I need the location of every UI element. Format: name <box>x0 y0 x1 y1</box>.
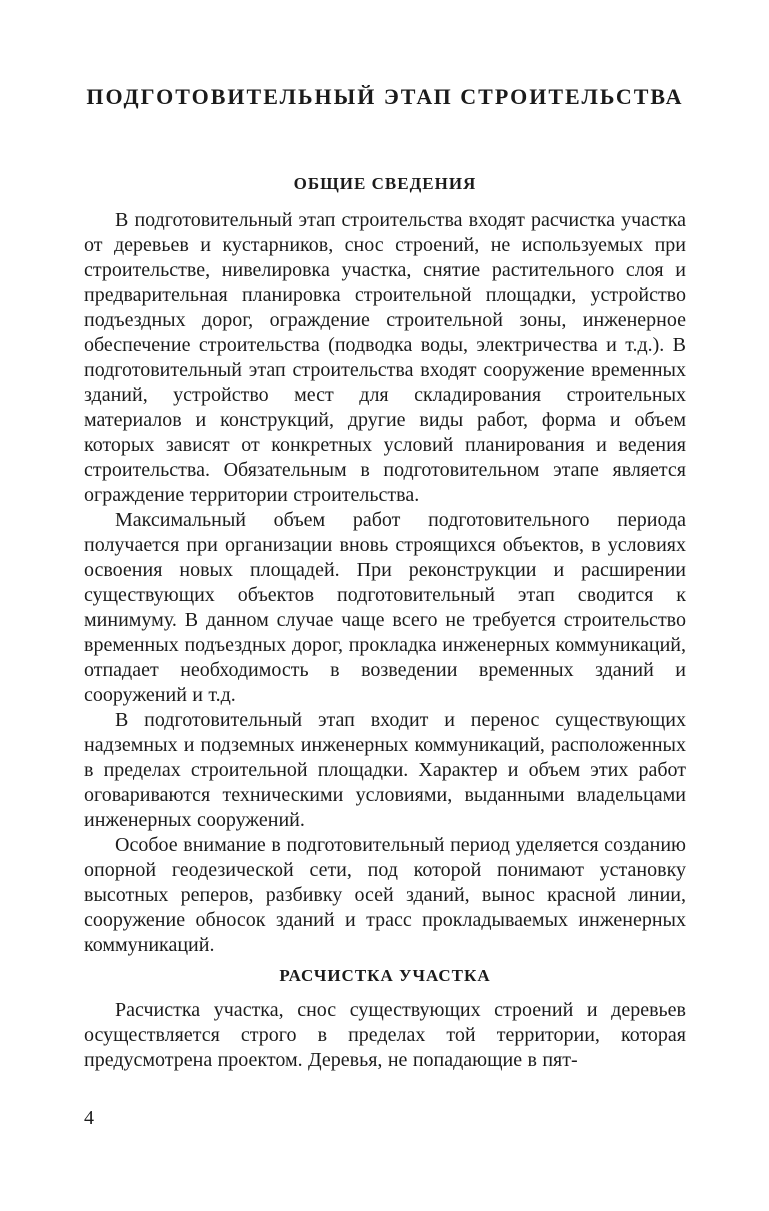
paragraph-site-clearing: Расчистка участка, снос существующих строений и деревьев осуществляется строго в пределах той территории, которая предусмотрена проектом. Деревья, не попадающие в пят- <box>84 999 686 1071</box>
section-general-info <box>84 174 686 958</box>
paragraph-geodesic-network: Особое внимание в подготовительный период уделяется созданию опорной геодезической сети, под которой понимают установку высотных реперов, разбивку осей зданий, вынос красной линии, сооружение обносок зданий и трасс прокладываемых инженерных коммуникаций. <box>84 834 686 956</box>
section-heading-general-info: ОБЩИЕ СВЕДЕНИЯ <box>293 174 477 193</box>
paragraph-utilities-relocation: В подготовительный этап входит и перенос существующих надземных и подземных инженерных коммуникаций, расположенных в пределах строительной площадки. Характер и объем этих работ оговариваются техническими условиями, выданными владельцами инженерных сооружений. <box>84 709 686 831</box>
paragraph-preparatory-stage-scope: В подготовительный этап строительства входят расчистка участка от деревьев и кустарников, снос строений, не используемых при строительстве, нивелировка участка, снятие растительного слоя и предварительная планировка строительной площадки, устройство подъездных дорог, ограждение строительной зоны, инженерное обеспечение строительства (подводка воды, электричества и т.д.). В подготовительный этап строительства входят сооружение временных зданий, устройство мест для складирования строительных материалов и конструкций, другие виды работ, форма и объем которых зависят от конкретных условий планирования и ведения строительства. Обязательным в подготовительном этапе является ограждение территории строительства. <box>84 209 686 506</box>
section-site-clearing <box>84 966 686 1073</box>
chapter-title: ПОДГОТОВИТЕЛЬНЫЙ ЭТАП СТРОИТЕЛЬСТВА <box>86 84 684 109</box>
page-content <box>84 0 686 1073</box>
page-number: 4 <box>84 1107 94 1129</box>
section-heading-site-clearing: РАСЧИСТКА УЧАСТКА <box>279 966 491 985</box>
paragraph-maximum-work-volume: Максимальный объем работ подготовительного периода получается при организации вновь строящихся объектов, в условиях освоения новых площадей. При реконструкции и расширении существующих объектов подготовительный этап сводится к минимуму. В данном случае чаще всего не требуется строительство временных подъездных дорог, прокладка инженерных коммуникаций, отпадает необходимость в возведении временных зданий и сооружений и т.д. <box>84 509 686 706</box>
